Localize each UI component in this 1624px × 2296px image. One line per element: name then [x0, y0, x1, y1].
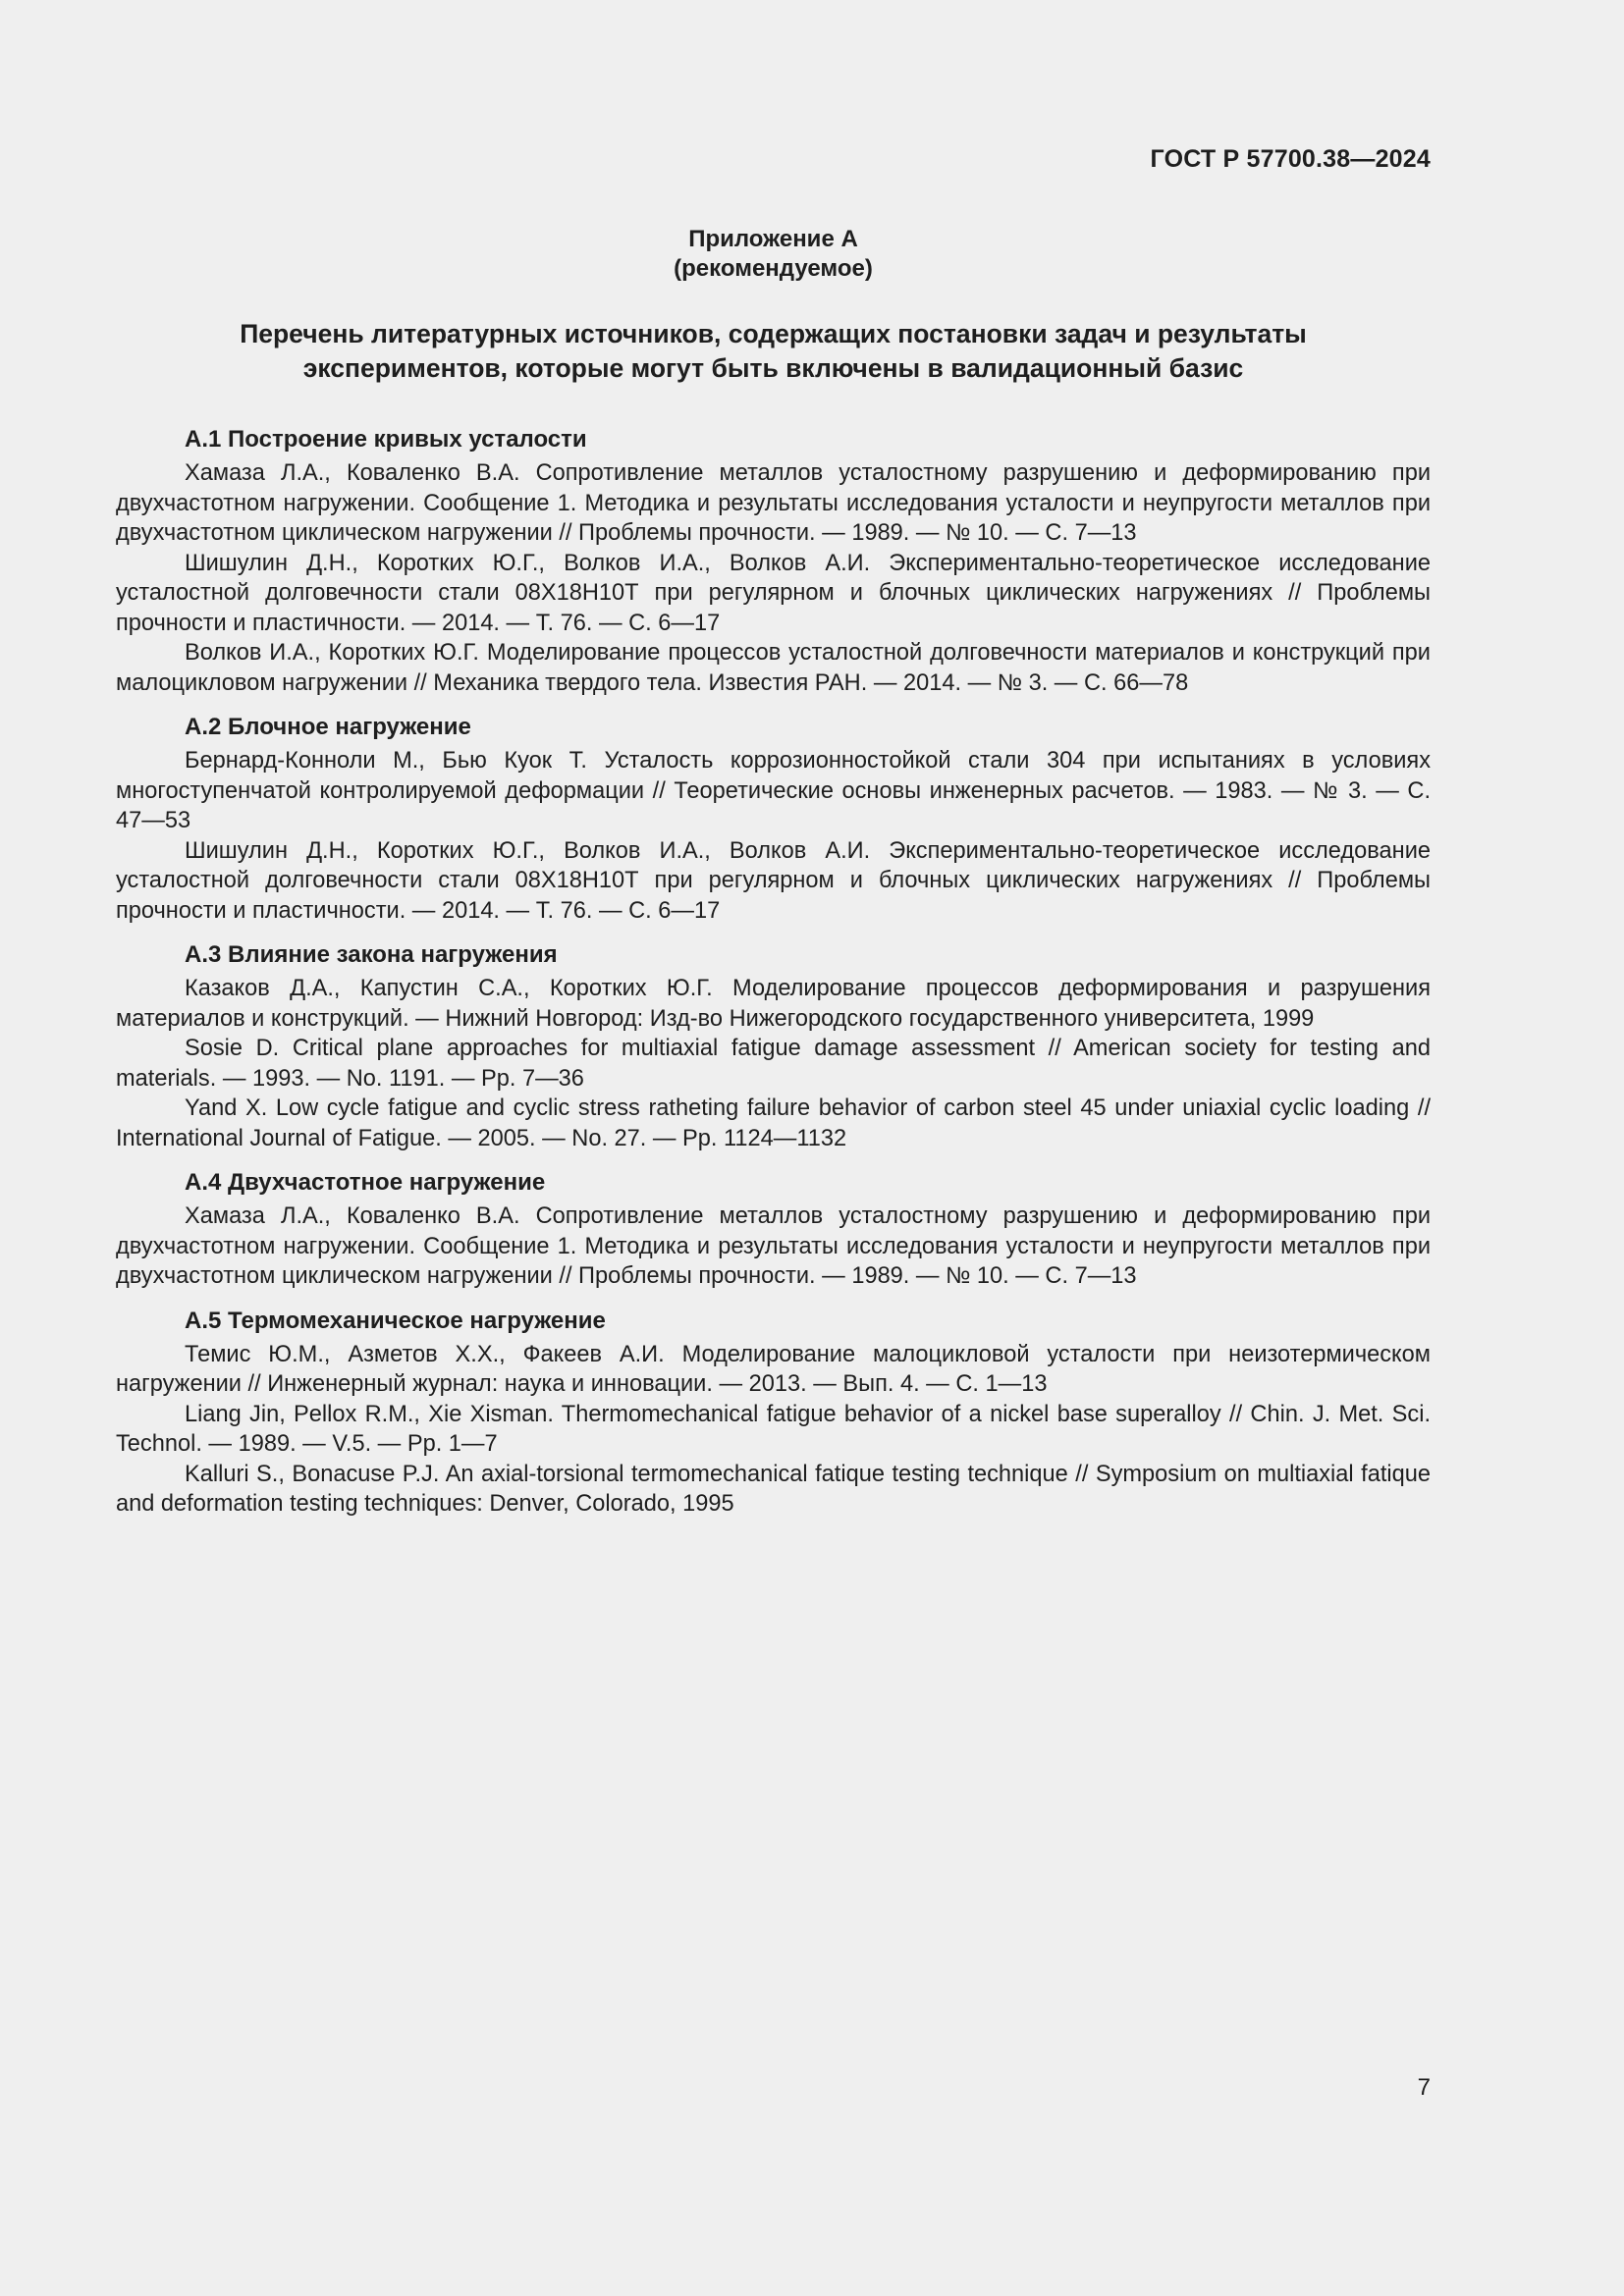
section-heading: А.1 Построение кривых усталости — [185, 426, 587, 453]
section-a3 — [116, 940, 1431, 1153]
reference-item: Kalluri S., Bonacuse P.J. An axial-torsional termomechanical fatique testing technique // Symposium on multiaxial fatique and deformation testing techniques: Denver, Colorado, 1995 — [116, 1461, 1431, 1517]
appendix-title: Приложение А — [688, 226, 858, 252]
reference-item: Темис Ю.М., Азметов Х.Х., Факеев А.И. Моделирование малоцикловой усталости при неизотермическом нагружении // Инженерный журнал: наука и инновации. — 2013. — Вып. 4. — С. 1—13 — [116, 1341, 1431, 1397]
reference-item: Sosie D. Critical plane approaches for multiaxial fatigue damage assessment // American society for testing and materials. — 1993. — No. 1191. — Pp. 7—36 — [116, 1036, 1431, 1092]
reference-item: Шишулин Д.Н., Коротких Ю.Г., Волков И.А., Волков А.И. Экспериментально-теоретическое исследование усталостной долговечности стали 08Х18Н10Т при регулярном и блочных циклических нагружениях // Проблемы прочности и пластичности. — 2014. — Т. 76. — С. 6—17 — [116, 837, 1431, 924]
standard-code: ГОСТ Р 57700.38—2024 — [1150, 145, 1431, 173]
section-a5 — [116, 1307, 1431, 1520]
section-heading: А.2 Блочное нагружение — [185, 714, 471, 740]
reference-item: Шишулин Д.Н., Коротких Ю.Г., Волков И.А., Волков А.И. Экспериментально-теоретическое исследование усталостной долговечности стали 08Х18Н10Т при регулярном и блочных циклических нагружениях // Проблемы прочности и пластичности. — 2014. — Т. 76. — С. 6—17 — [116, 550, 1431, 636]
appendix-status: (рекомендуемое) — [674, 255, 873, 282]
appendix-title-block — [116, 225, 1431, 284]
reference-item: Волков И.А., Коротких Ю.Г. Моделирование процессов усталостной долговечности материалов и конструкций при малоцикловом нагружении // Механика твердого тела. Известия РАН. — 2014. — № 3. — С. 66—78 — [116, 640, 1431, 696]
document-title-line-1: Перечень литературных источников, содержащих постановки задач и результаты — [240, 319, 1307, 348]
reference-item: Liang Jin, Pellox R.M., Xie Xisman. Thermomechanical fatigue behavior of a nickel base superalloy // Chin. J. Met. Sci. Technol. — 1989. — V.5. — Pp. 1—7 — [116, 1401, 1431, 1457]
reference-item: Бернард-Конноли М., Бью Куок Т. Усталость коррозионностойкой стали 304 при испытаниях в условиях многоступенчатой контролируемой деформации // Теоретические основы инженерных расчетов. — 1983. — № 3. — С. 47—53 — [116, 748, 1431, 833]
reference-item: Yand X. Low cycle fatigue and cyclic stress ratheting failure behavior of carbon steel 45 under uniaxial cyclic loading // International Journal of Fatigue. — 2005. — No. 27. — Pp. 1124—1132 — [116, 1095, 1431, 1151]
section-a4 — [116, 1168, 1431, 1292]
reference-item: Казаков Д.А., Капустин С.А., Коротких Ю.Г. Моделирование процессов деформирования и разрушения материалов и конструкций. — Нижний Новгород: Изд-во Нижегородского государственного университета, 1999 — [116, 976, 1431, 1032]
document-title — [116, 317, 1431, 386]
section-a2 — [116, 713, 1431, 926]
reference-sections — [116, 425, 1431, 1534]
section-heading: А.5 Термомеханическое нагружение — [185, 1307, 606, 1334]
document-title-line-2: экспериментов, которые могут быть включены в валидационный базис — [302, 353, 1244, 383]
reference-item: Хамаза Л.А., Коваленко В.А. Сопротивление металлов усталостному разрушению и деформированию при двухчастотном нагружении. Сообщение 1. Методика и результаты исследования усталости и неупругости металлов при двухчастотном циклическом нагружении // Проблемы прочности. — 1989. — № 10. — С. 7—13 — [116, 1203, 1431, 1289]
section-a1 — [116, 425, 1431, 698]
section-heading: А.3 Влияние закона нагружения — [185, 941, 558, 968]
section-heading: А.4 Двухчастотное нагружение — [185, 1169, 546, 1196]
page-number: 7 — [1417, 2074, 1431, 2101]
reference-item: Хамаза Л.А., Коваленко В.А. Сопротивление металлов усталостному разрушению и деформированию при двухчастотном нагружении. Сообщение 1. Методика и результаты исследования усталости и неупругости металлов при двухчастотном циклическом нагружении // Проблемы прочности. — 1989. — № 10. — С. 7—13 — [116, 460, 1431, 546]
